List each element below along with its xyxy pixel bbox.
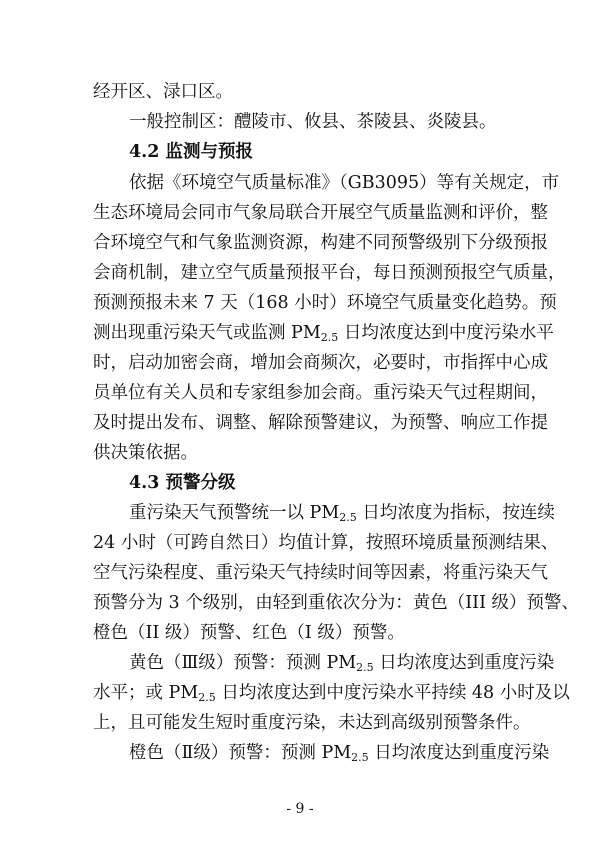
text-line: 空气污染程度、重污染天气持续时间等因素，将重污染天气	[93, 563, 548, 583]
text-line: 会商机制，建立空气质量预报平台，每日预测预报空气质量，	[93, 263, 566, 283]
text-line: 黄色（Ⅲ级）预警：预测 $PM_{2.5}$ 日均浓度达到重度污染	[129, 653, 555, 674]
text-line: 橙色（Ⅱ级）预警：预测 $PM_{2.5}$ 日均浓度达到重度污染	[129, 743, 550, 764]
text-line: 供决策依据。	[93, 443, 198, 463]
text-line: 经开区、渌口区。	[93, 82, 233, 102]
text-line: 橙色（II 级）预警、红色（I 级）预警。	[93, 623, 405, 643]
text-line: 及时提出发布、调整、解除预警建议，为预警、响应工作提	[93, 413, 548, 433]
section-heading-4-2: 4.2 监测与预报	[129, 142, 254, 162]
text-line: 重污染天气预警统一以 $PM_{2.5}$ 日均浓度为指标，按连续	[129, 503, 555, 524]
section-heading-4-3: 4.3 预警分级	[129, 473, 236, 493]
text-line: 24 小时（可跨自然日）均值计算，按照环境质量预测结果、	[93, 533, 559, 553]
text-line: 上，且可能发生短时重度污染，未达到高级别预警条件。	[93, 713, 531, 733]
text-line: 生态环境局会同市气象局联合开展空气质量监测和评价，整	[93, 203, 548, 223]
text-line: 预警分为 3 个级别，由轻到重依次分为：黄色（III 级）预警、	[93, 593, 580, 613]
text-line: 时，启动加密会商，增加会商频次，必要时，市指挥中心成	[93, 353, 548, 373]
text-line: 预测预报未来 7 天（168 小时）环境空气质量变化趋势。预	[93, 293, 557, 313]
text-line: 水平；或 $PM_{2.5}$ 日均浓度达到中度污染水平持续 48 小时及以	[93, 683, 570, 704]
text-line: 测出现重污染天气或监测 $PM_{2.5}$ 日均浓度达到中度污染水平	[93, 323, 554, 344]
text-line: 依据《环境空气质量标准》（GB3095）等有关规定，市	[129, 173, 560, 193]
text-line: 员单位有关人员和专家组参加会商。重污染天气过程期间，	[93, 383, 548, 403]
text-line: 合环境空气和气象监测资源，构建不同预警级别下分级预报	[93, 233, 548, 253]
page-number: - 9 -	[286, 801, 314, 817]
text-line: 一般控制区：醴陵市、攸县、茶陵县、炎陵县。	[129, 112, 497, 132]
